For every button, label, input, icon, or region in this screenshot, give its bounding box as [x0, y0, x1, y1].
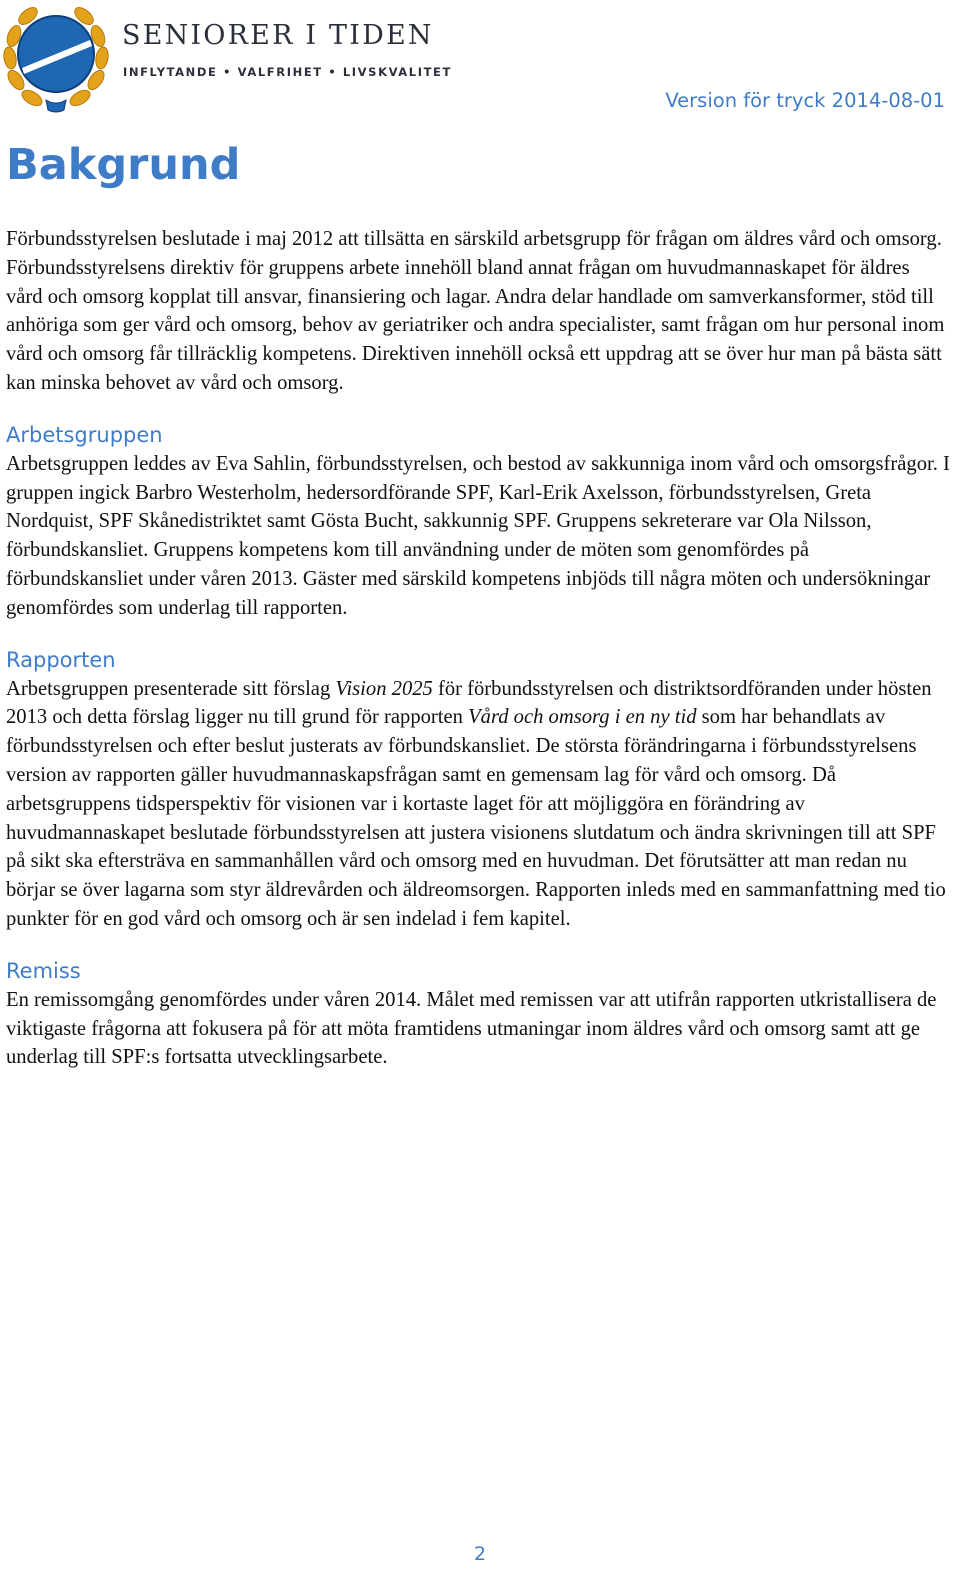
intro-paragraph: Förbundsstyrelsen beslutade i maj 2012 att tillsätta en särskild arbetsgrupp för frågan om äldres vård och omsorg. Förbundsstyrelsens direktiv för gruppens arbete innehöll bland annat frågan om huvudmannaskapet för äldres vård och omsorg kopplat till ansvar, finansiering och lagar. Andra delar handlade om samverkansformer, stöd till anhöriga som ger vård och omsorg, behov av geriatriker och andra specialister, samt frågan om hur personal inom vård och omsorg får tillräcklig kompetens. Direktiven innehöll också ett uppdrag att se över hur man på bästa sätt kan minska behovet av vård och omsorg. [6, 228, 945, 394]
section-heading-rapporten: Rapporten [6, 647, 116, 672]
section-text-remiss: En remissomgång genomfördes under våren 2014. Målet med remissen var att utifrån rapporten utkristallisera de viktigaste frågorna att fokusera på för att möta framtidens utmaningar inom äldres vård och omsorg samt att ge underlag till SPF:s fortsatta utvecklingsarbete. [6, 988, 937, 1069]
rapporten-text-part-2: för förbundsstyrelsen och distriktsordföranden under hösten 2013 och detta förslag ligger nu till grund för rapporten [6, 677, 932, 729]
rapporten-text-part-3: som har behandlats av förbundsstyrelsen och efter beslut justerats av förbundskansliet. De största förändringarna i förbundsstyrelsens version av rapporten gäller huvudmannaskapsfrågan samt en gemensam lag för vård och omsorg. Då arbetsgruppens tidsperspektiv för visionen var i kortaste laget för att möjliggöra en förändring av huvudmannaskapet beslutade förbundsstyrelsen att justera visionens slutdatum och ändra skrivningen till att SPF på sikt ska eftersträva en sammanhållen vård och omsorg med en huvudman. Det förutsätter att man redan nu börjar se över lagarna som styr äldrevården och äldreomsorgen. Rapporten inleds med en sammanfattning med tio punkter för en god vård och omsorg och är sen indelad i fem kapitel. [6, 706, 946, 930]
rapporten-text-part-1: Arbetsgruppen presenterade sitt förslag [6, 677, 336, 700]
report-title: Vård och omsorg i en ny tid [468, 706, 697, 729]
document-body [6, 225, 950, 1072]
brand-tagline: INFLYTANDE • VALFRIHET • LIVSKVALITET [123, 65, 452, 79]
section-heading-remiss: Remiss [6, 958, 81, 983]
spf-logo-icon [2, 2, 110, 114]
page-header [0, 0, 960, 130]
page-title: Bakgrund [6, 140, 241, 190]
version-label: Version för tryck 2014-08-01 [665, 89, 945, 112]
section-text-rapporten [6, 675, 950, 934]
section-heading-arbetsgruppen: Arbetsgruppen [6, 422, 163, 447]
brand-name: SENIORER I TIDEN [122, 20, 434, 51]
section-text-arbetsgruppen: Arbetsgruppen leddes av Eva Sahlin, förbundsstyrelsen, och bestod av sakkunniga inom vård och omsorgsfrågor. I gruppen ingick Barbro Westerholm, hedersordförande SPF, Karl-Erik Axelsson, förbundsstyrelsen, Greta Nordquist, SPF Skånedistriktet samt Gösta Bucht, sakkunnig SPF. Gruppens sekreterare var Ola Nilsson, förbundskansliet. Gruppens kompetens kom till användning under de möten som genomfördes på förbundskansliet under våren 2013. Gäster med särskild kompetens inbjöds till några möten och undersökningar genomfördes som underlag till rapporten. [6, 452, 950, 619]
vision-2025-title: Vision 2025 [335, 677, 433, 700]
page-number: 2 [473, 1543, 487, 1565]
